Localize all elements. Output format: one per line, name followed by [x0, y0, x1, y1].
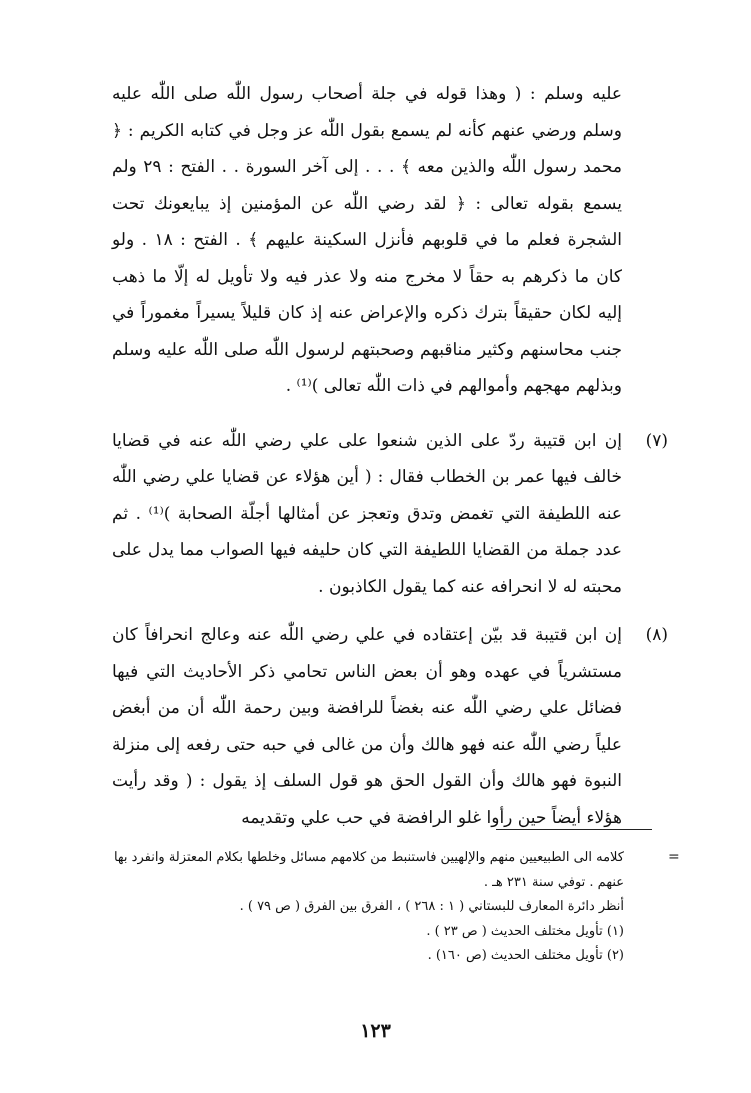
- footnote-continuation-marker: =: [668, 849, 680, 865]
- footnote-continued: كلامه الى الطبيعيين منهم والإلهيين فاستنبط من كلامهم مسائل وخلطها بكلام المعتزلة وانفرد بها عنهم . توفي سنة ٢٣١ هـ .: [113, 850, 624, 890]
- paragraph-7-text: إن ابن قتيبة ردّ على الذين شنعوا على علي رضي اللّٰه عنه في قضايا خالف فيها عمر بن الخطاب فقال : ( أين هؤلاء عن قضايا علي رضي اللّٰه عنه اللطيفة التي تغمض وتدق وتعجز عن أمثالها أجلّة الصحابة )⁽¹⁾ . ثم عدد جملة من القضايا اللطيفة التي كان حليفه فيها الصواب مما يدل على محبته له لا انحرافه عنه كما يقول الكاذبون .: [112, 430, 622, 597]
- footnote-separator: [496, 829, 652, 830]
- paragraph-number-8: (٨): [645, 625, 668, 645]
- paragraph-8: [112, 617, 668, 836]
- main-text: [112, 76, 668, 836]
- footnote-2: (٢) تأويل مختلف الحديث (ص ١٦٠) .: [427, 948, 624, 963]
- page-number: ١٢٣: [360, 1020, 391, 1042]
- paragraph-7: [112, 423, 668, 606]
- footnote-1: (١) تأويل مختلف الحديث ( ص ٢٣ ) .: [426, 923, 624, 939]
- footnote-reference: أنظر دائرة المعارف للبستاني ( ١ : ٢٦٨ ) ، الفرق بين الفرق ( ص ٧٩ ) .: [239, 899, 624, 914]
- paragraph-8-text: إن ابن قتيبة قد بيّن إعتقاده في علي رضي اللّٰه عنه وعالج انحرافاً كان مستشرياً في عهده وهو أن بعض الناس تحامي ذكر الأحاديث التي فيها فضائل علي رضي اللّٰه عنه بغضاً للرافضة وبين رحمة اللّٰه أن من أبغض علياً رضي اللّٰه عنه فهو هالك وأن من غالى في حبه حتى رفعه إلى منزلة النبوة فهو هالك وأن القول الحق هو قول السلف إذ يقول : ( وقد رأيت هؤلاء أيضاً حين رأوا غلو الرافضة في حب علي وتقديمه: [112, 625, 622, 828]
- footnotes: [112, 846, 624, 969]
- paragraph-continuation: عليه وسلم : ( وهذا قوله في جلة أصحاب رسول اللّٰه صلى اللّٰه عليه وسلم ورضي عنهم كأنه لم يسمع بقول اللّٰه عز وجل في كتابه الكريم : ﴿ محمد رسول اللّٰه والذين معه ﴾ . . . إلى آخر السورة . . الفتح : ٢٩ ولم يسمع بقوله تعالى : ﴿ لقد رضي اللّٰه عن المؤمنين إذ يبايعونك تحت الشجرة فعلم ما في قلوبهم فأنزل السكينة عليهم ﴾ . الفتح : ١٨ . ولو كان ما ذكرهم به حقاً لا مخرج منه ولا عذر فيه ولا تأويل له إلّا ما ذهب إليه لكان حقيقاً بترك ذكره والإعراض عنه إذ كان قليلاً يسيراً مغموراً في جنب محاسنهم وكثير مناقبهم وصحبتهم لرسول اللّٰه صلى اللّٰه عليه وسلم وبذلهم مهجهم وأموالهم في ذات اللّٰه تعالى )⁽¹⁾ .: [112, 84, 623, 396]
- paragraph-number-7: (٧): [645, 430, 668, 451]
